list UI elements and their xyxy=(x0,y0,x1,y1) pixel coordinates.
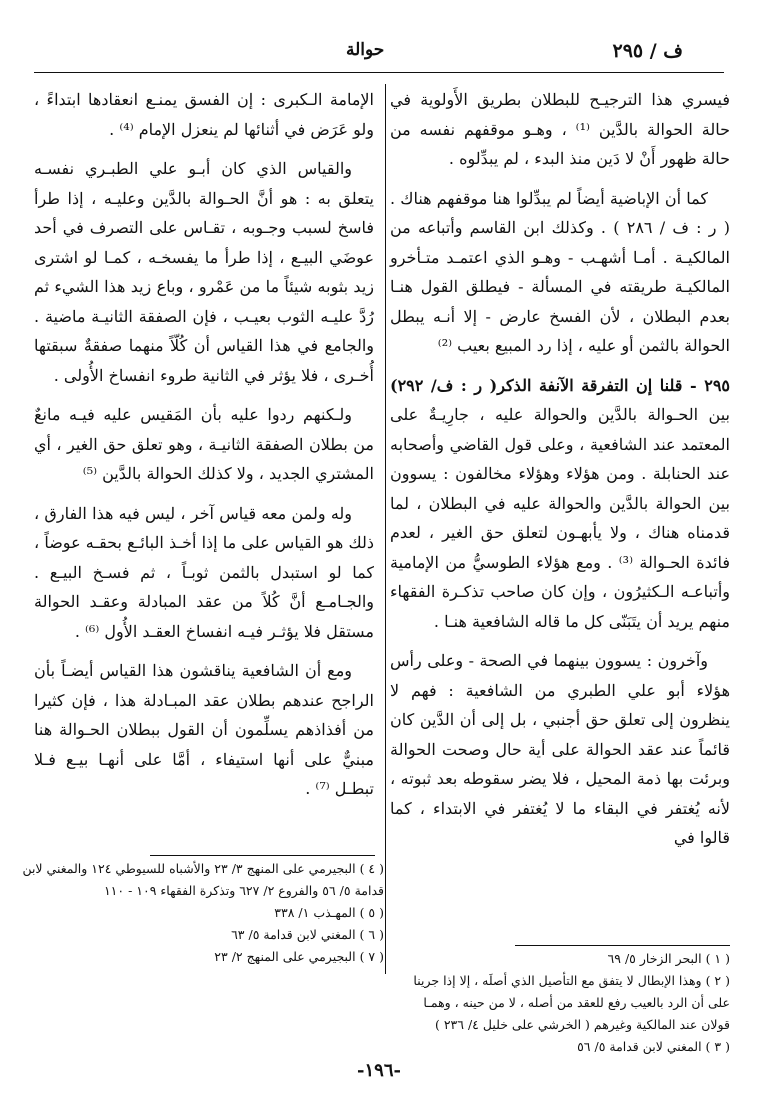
footnote: قدامة ٥/ ٥٦ والفروع ٢/ ٦٢٧ وتذكرة الفقهاء ١٠٩ - ١١٠ xyxy=(103,883,384,898)
header-rule xyxy=(34,72,724,73)
section-reference: ف / ٢٩٥ xyxy=(612,40,683,62)
paragraph-text: بين الحـوالة بالدَّين والحوالة عليه ، جارِيـةٌ على المعتمد عند الشافعية ، وعلى قول القاضي وأصحابه عند الحنابلة . ومن هؤلاء وهؤلاء مخالفون : يسوون بين الحوالة بالدَّين والحوالة عليه في البطلان ، لما قدمناه هناك ، ولا يأبهـون لتعلق حق الغير ، لعدم فائدة الحـوالة ⁽³⁾ . ومع هؤلاء الطوسيُّ من الإمامية وأتباعـه الـكثيرُون ، وإن كان صاحب تذكـرة الفقهاء منهم يريد أن يتَبَنّى كل ما قاله الشافعية هنـا . xyxy=(390,405,731,631)
paragraph: الإمامة الـكبرى : إن الفسق يمنـع انعقادها ابتداءً ، ولو عَرَض في أثنائها لم ينعزل الإمام ⁽⁴⁾ . xyxy=(34,90,374,139)
section-heading: ٢٩٥ - قلنا إن التفرقة الآنفة الذكر( ر : ف/ ٢٩٢) xyxy=(390,375,730,395)
paragraph: وله ولمن معه قياس آخر ، ليس فيه هذا الفارق ، ذلك هو القياس على ما إذا أخـذ البائـع بحقـه عوضاً ، كما لو استبدل بالثمن ثوبـاً ، ثم فسـخ البيـع . والجـامـع أنَّ كُلاً من عقد المبادلة وعقـد الحوالة مستقل فلا يؤثـر فيـه انفساخ العقـد الأُول ⁽⁶⁾ . xyxy=(34,503,374,641)
footnote: قولان عند المالكية وغيرهم ( الخرشي على خليل ٤/ ٢٣٦ ) xyxy=(434,1017,730,1032)
footnote: على أن الرد بالعيب رفع للعقد من أصله ، لا من حينه ، وهمـا xyxy=(423,995,730,1010)
footnote: ( ٧ ) البجيرمي على المنهج ٢/ ٢٣ xyxy=(214,949,384,964)
footnote: ( ٢ ) وهذا الإبطال لا يتفق مع التأصيل الذي أصلَه ، إلا إذا جرينا xyxy=(413,973,730,988)
footnote-rule xyxy=(150,855,375,856)
footnote: ( ٤ ) البجيرمي على المنهج ٣/ ٢٣ والأشباه للسيوطي ١٢٤ والمغني لابن xyxy=(22,861,384,876)
footnotes-left xyxy=(22,858,384,968)
column-divider xyxy=(385,84,386,974)
paragraph: كما أن الإباضية أيضاً لم يبدِّلوا هنا موقفهم هناك . ( ر : ف / ٢٨٦ ) . وكذلك ابن القاسم وأتباعه من المالكيـة . أمـا أشهـب - وهـو الذي اعتمـد متـأخرو المالكيـة طريقته في المسألة - فيطلق القول هنـا بعدم البطلان ، لأن الفسخ عارض - إلا أنـه يبطل الحوالة بالثمن أو عليه ، إذا رد المبيع بعيب ⁽²⁾ xyxy=(390,188,731,355)
right-column xyxy=(390,85,730,863)
footnote: ( ٥ ) المهـذب ١/ ٣٣٨ xyxy=(274,905,384,920)
left-column xyxy=(34,85,374,814)
paragraph: ومع أن الشافعية يناقشون هذا القياس أيضـاً بأن الراجح عندهم بطلان عقد المبـادلة هذا ، فإن كثيرا من أفذاذهم يسلِّمون أن القول ببطلان الحـوالة هنا مبنيٌّ على أنها استيفاء ، أمَّا على أنهـا بيـع فـلا تبطـل ⁽⁷⁾ . xyxy=(34,661,374,798)
paragraph: والقياس الذي كان أبـو علي الطبـري نفسـه يتعلق به : هو أنَّ الحـوالة بالدَّين وعليـه ، إذا طرأ فاسخ لسبب وجـوبه ، تقـاس على التصرف في أحد عوضَي البيـع ، إذا طرأ ما يفسخـه ، كمـا لو اشترى زيد بثوبه شيئاً ما من عَمْرو ، وباع زيد هذا الشيء ثم رُدَّ عليـه الثوب بعيـب ، فإن الصفقة الثانيـة ماضية . والجامع في هذا القياس أن كُلّاً منهما صفقةٌ سبقتها أُخـرى ، فلا يؤثر في الثانية طروء انفساخ الأُولى . xyxy=(34,159,374,385)
page-number: -١٩٦- xyxy=(357,1060,401,1081)
paragraph: وآخرون : يسوون بينهما في الصحة - وعلى رأس هؤلاء أبو علي الطبري من الشافعية : فهم لا ينظرون إلى تعلق حق أجنبي ، بل إلى أن الدَّين كان قائماً عند عقد الحوالة على أية حال وصحت الحوالة وبرئت بها ذمة المحيل ، فلا يضر سقوطه بعد ثبوته ، لأنه يُغتفر في البقاء ما لا يُغتفر في الابتداء ، كما قالوا في xyxy=(390,651,730,847)
paragraph: ولـكنهم ردوا عليه بأن المَقيس عليه فيـه مانعٌ من بطلان الصفقة الثانيـة ، وهو تعلق حق الغير ، أي المشتري الجديد ، ولا كذلك الحوالة بالدَّين ⁽⁵⁾ xyxy=(34,405,374,483)
running-title: حوالة xyxy=(346,40,385,60)
footnote: ( ٦ ) المغني لابن قدامة ٥/ ٦٣ xyxy=(231,927,384,942)
footnote: ( ٣ ) المغني لابن قدامة ٥/ ٥٦ xyxy=(577,1039,730,1054)
footnotes-right xyxy=(380,948,730,1058)
footnote: ( ١ ) البحر الزخار ٥/ ٦٩ xyxy=(607,951,730,966)
paragraph xyxy=(390,371,730,637)
footnote-rule xyxy=(515,945,730,946)
paragraph: فيسري هذا الترجيـح للبطلان بطريق الأَولوية في حالة الحوالة بالدَّين ⁽¹⁾ ، وهـو موقفهم نفسه من حالة ظهور أَنْ لا دَين منذ البدء ، لم يبدِّلوه . xyxy=(390,90,731,168)
